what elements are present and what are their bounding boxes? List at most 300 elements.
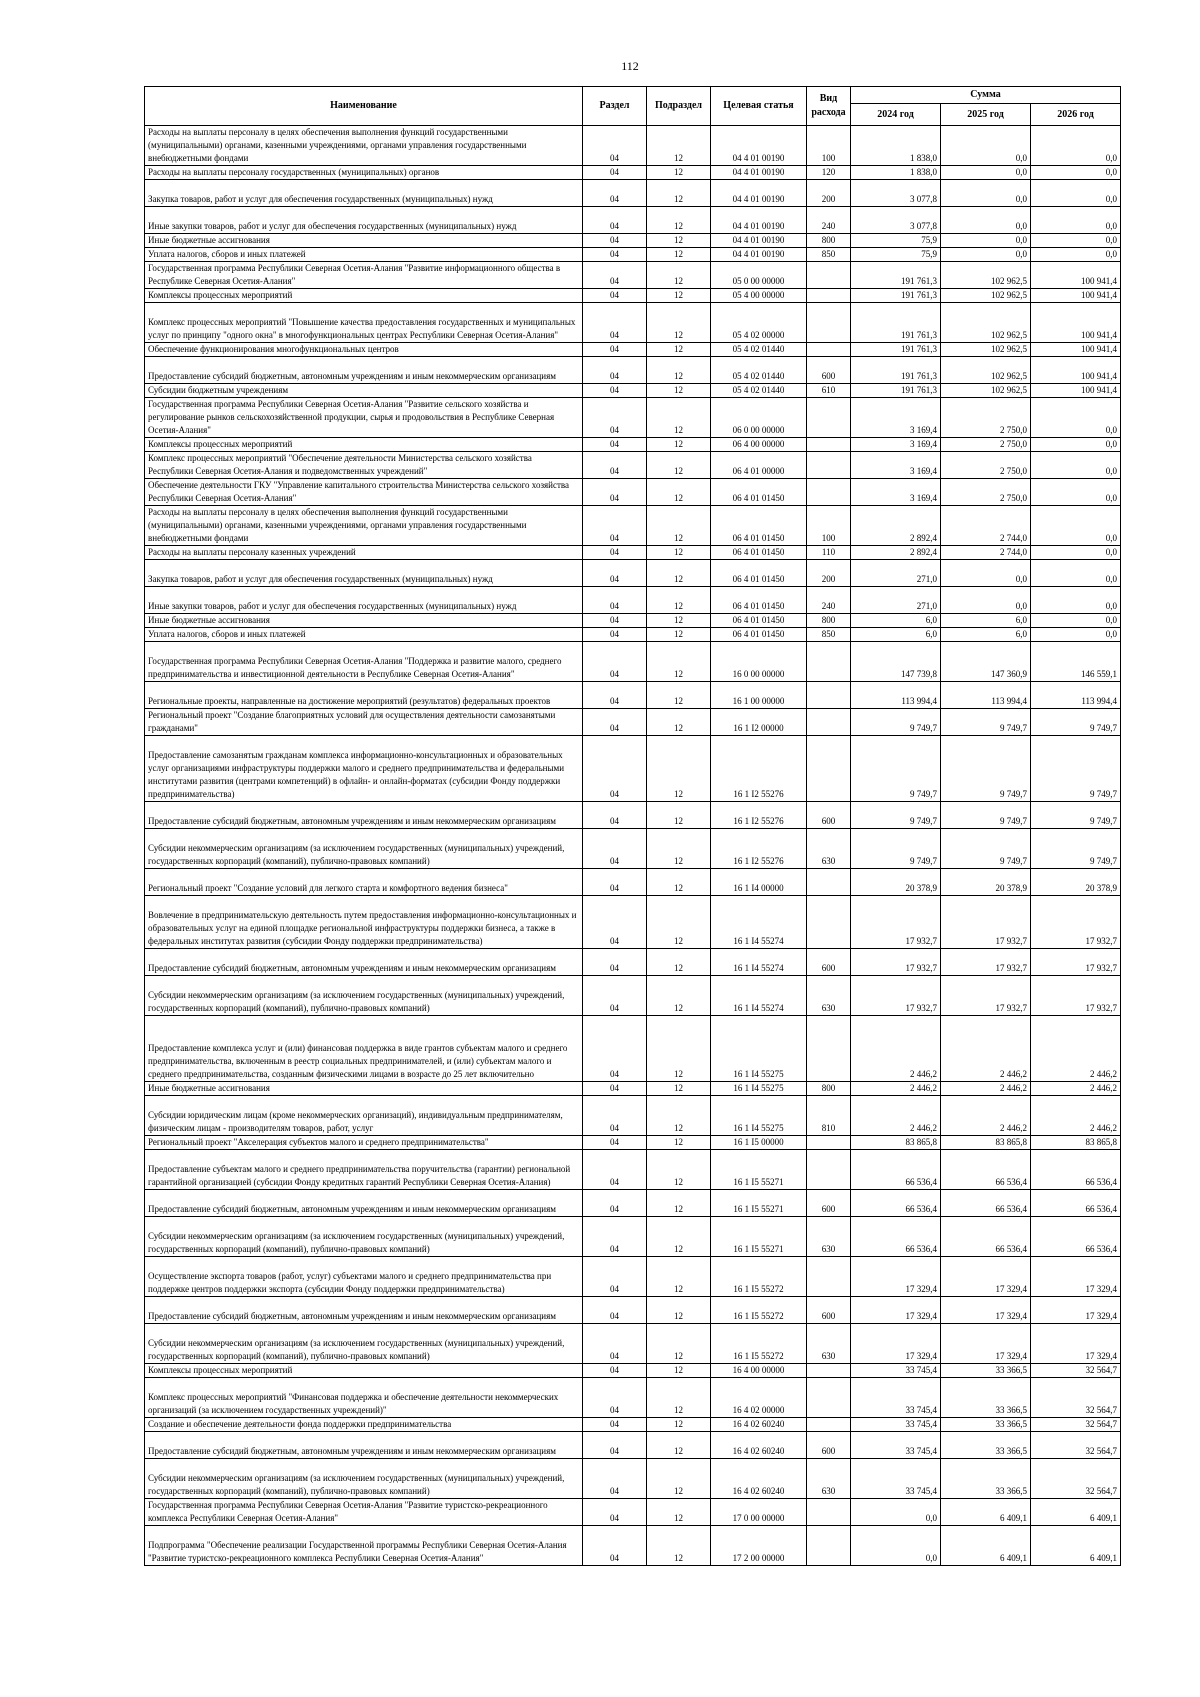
table-row — [145, 546, 1121, 560]
row-sum-2026: 9 749,7 — [1031, 829, 1121, 869]
row-target-item: 16 1 I5 55272 — [711, 1257, 807, 1297]
table-row — [145, 1150, 1121, 1190]
row-section: 04 — [583, 303, 647, 343]
row-subsection: 12 — [647, 949, 711, 976]
row-expense-type: 200 — [807, 180, 851, 207]
row-subsection: 12 — [647, 1190, 711, 1217]
row-sum-2025: 2 744,0 — [941, 506, 1031, 546]
row-section: 04 — [583, 1082, 647, 1096]
row-sum-2024: 2 892,4 — [851, 506, 941, 546]
row-sum-2025: 6,0 — [941, 614, 1031, 628]
row-sum-2024: 2 446,2 — [851, 1016, 941, 1082]
row-expense-type: 850 — [807, 248, 851, 262]
table-row — [145, 248, 1121, 262]
row-sum-2025: 17 329,4 — [941, 1257, 1031, 1297]
row-section: 04 — [583, 736, 647, 802]
row-section: 04 — [583, 1432, 647, 1459]
row-sum-2024: 191 761,3 — [851, 262, 941, 289]
row-target-item: 05 4 02 01440 — [711, 384, 807, 398]
table-row — [145, 1432, 1121, 1459]
row-target-item: 05 4 02 01440 — [711, 343, 807, 357]
row-subsection: 12 — [647, 1096, 711, 1136]
row-sum-2024: 191 761,3 — [851, 384, 941, 398]
row-name: Субсидии некоммерческим организациям (за исключением государственных (муниципальных) учреждений, государственных корпораций (компаний), публично-правовых компаний) — [145, 976, 583, 1016]
row-sum-2026: 2 446,2 — [1031, 1082, 1121, 1096]
row-sum-2025: 66 536,4 — [941, 1190, 1031, 1217]
header-2026: 2026 год — [1031, 104, 1121, 126]
row-sum-2026: 17 932,7 — [1031, 949, 1121, 976]
row-sum-2024: 33 745,4 — [851, 1459, 941, 1499]
row-target-item: 06 4 01 01450 — [711, 479, 807, 506]
row-subsection: 12 — [647, 642, 711, 682]
row-name: Уплата налогов, сборов и иных платежей — [145, 248, 583, 262]
row-expense-type — [807, 452, 851, 479]
row-sum-2024: 3 169,4 — [851, 479, 941, 506]
row-subsection: 12 — [647, 262, 711, 289]
row-expense-type — [807, 682, 851, 709]
row-name: Предоставление самозанятым гражданам комплекса информационно-консультационных и образовательных услуг организациями инфраструктуры поддержки малого и среднего предпринимательства и федеральными институтами развития (центрами компетенций) в офлайн- и онлайн-форматах (субсидии Фонду поддержки предпринимательства) — [145, 736, 583, 802]
row-target-item: 16 1 I2 55276 — [711, 802, 807, 829]
row-sum-2024: 17 932,7 — [851, 949, 941, 976]
row-expense-type — [807, 1257, 851, 1297]
table-row — [145, 384, 1121, 398]
row-subsection: 12 — [647, 1432, 711, 1459]
row-name: Иные бюджетные ассигнования — [145, 234, 583, 248]
row-expense-type: 850 — [807, 628, 851, 642]
row-sum-2025: 0,0 — [941, 207, 1031, 234]
row-expense-type — [807, 438, 851, 452]
row-target-item: 05 0 00 00000 — [711, 262, 807, 289]
row-subsection: 12 — [647, 896, 711, 949]
row-sum-2025: 66 536,4 — [941, 1217, 1031, 1257]
row-target-item: 05 4 02 01440 — [711, 357, 807, 384]
row-sum-2024: 6,0 — [851, 628, 941, 642]
row-expense-type: 200 — [807, 560, 851, 587]
row-subsection: 12 — [647, 506, 711, 546]
row-name: Субсидии бюджетным учреждениям — [145, 384, 583, 398]
table-row — [145, 802, 1121, 829]
row-name: Комплексы процессных мероприятий — [145, 1364, 583, 1378]
row-subsection: 12 — [647, 628, 711, 642]
table-row — [145, 1364, 1121, 1378]
row-name: Обеспечение деятельности ГКУ "Управление капитального строительства Министерства сельского хозяйства Республики Северная Осетия-Алания" — [145, 479, 583, 506]
row-sum-2025: 2 446,2 — [941, 1082, 1031, 1096]
row-sum-2025: 102 962,5 — [941, 262, 1031, 289]
row-subsection: 12 — [647, 802, 711, 829]
table-row — [145, 1324, 1121, 1364]
row-sum-2024: 9 749,7 — [851, 802, 941, 829]
table-row — [145, 1096, 1121, 1136]
row-subsection: 12 — [647, 207, 711, 234]
row-target-item: 16 1 I4 55274 — [711, 896, 807, 949]
row-name: Закупка товаров, работ и услуг для обеспечения государственных (муниципальных) нужд — [145, 180, 583, 207]
row-sum-2026: 0,0 — [1031, 614, 1121, 628]
row-section: 04 — [583, 126, 647, 166]
row-name: Субсидии юридическим лицам (кроме некоммерческих организаций), индивидуальным предпринимателям, физическим лицам - производителям товаров, работ, услуг — [145, 1096, 583, 1136]
row-target-item: 06 0 00 00000 — [711, 398, 807, 438]
row-sum-2025: 33 366,5 — [941, 1418, 1031, 1432]
row-sum-2025: 20 378,9 — [941, 869, 1031, 896]
row-subsection: 12 — [647, 384, 711, 398]
table-row — [145, 1136, 1121, 1150]
row-sum-2024: 3 077,8 — [851, 180, 941, 207]
row-subsection: 12 — [647, 1217, 711, 1257]
row-name: Предоставление субсидий бюджетным, автономным учреждениям и иным некоммерческим организациям — [145, 1297, 583, 1324]
row-section: 04 — [583, 1499, 647, 1526]
row-expense-type: 630 — [807, 976, 851, 1016]
row-subsection: 12 — [647, 709, 711, 736]
row-section: 04 — [583, 1378, 647, 1418]
row-sum-2026: 100 941,4 — [1031, 262, 1121, 289]
row-sum-2025: 6 409,1 — [941, 1499, 1031, 1526]
table-row — [145, 628, 1121, 642]
row-target-item: 06 4 01 01450 — [711, 506, 807, 546]
row-sum-2026: 100 941,4 — [1031, 357, 1121, 384]
row-subsection: 12 — [647, 479, 711, 506]
row-sum-2026: 0,0 — [1031, 234, 1121, 248]
row-sum-2024: 9 749,7 — [851, 709, 941, 736]
row-subsection: 12 — [647, 126, 711, 166]
row-target-item: 04 4 01 00190 — [711, 234, 807, 248]
row-target-item: 06 4 01 01450 — [711, 614, 807, 628]
row-name: Иные бюджетные ассигнования — [145, 614, 583, 628]
row-sum-2026: 0,0 — [1031, 587, 1121, 614]
row-sum-2025: 2 750,0 — [941, 479, 1031, 506]
row-section: 04 — [583, 207, 647, 234]
row-sum-2025: 17 329,4 — [941, 1324, 1031, 1364]
row-section: 04 — [583, 452, 647, 479]
row-sum-2026: 0,0 — [1031, 452, 1121, 479]
row-sum-2025: 0,0 — [941, 180, 1031, 207]
row-target-item: 06 4 01 01450 — [711, 560, 807, 587]
row-subsection: 12 — [647, 1136, 711, 1150]
row-sum-2025: 2 750,0 — [941, 398, 1031, 438]
row-expense-type: 800 — [807, 1082, 851, 1096]
row-sum-2026: 0,0 — [1031, 628, 1121, 642]
row-sum-2025: 6 409,1 — [941, 1526, 1031, 1566]
header-sum: Сумма — [851, 87, 1121, 104]
row-sum-2024: 1 838,0 — [851, 166, 941, 180]
row-target-item: 16 1 I4 00000 — [711, 869, 807, 896]
row-section: 04 — [583, 438, 647, 452]
row-name: Государственная программа Республики Северная Осетия-Алания "Развитие сельского хозяйства и регулирование рынков сельскохозяйственной продукции, сырья и продовольствия в Республике Северная Осетия-Алания" — [145, 398, 583, 438]
row-name: Региональные проекты, направленные на достижение мероприятий (результатов) федеральных проектов — [145, 682, 583, 709]
row-section: 04 — [583, 829, 647, 869]
row-sum-2026: 100 941,4 — [1031, 343, 1121, 357]
row-sum-2026: 0,0 — [1031, 560, 1121, 587]
row-sum-2024: 2 892,4 — [851, 546, 941, 560]
row-section: 04 — [583, 642, 647, 682]
row-sum-2025: 2 744,0 — [941, 546, 1031, 560]
row-sum-2026: 2 446,2 — [1031, 1016, 1121, 1082]
row-target-item: 04 4 01 00190 — [711, 180, 807, 207]
row-expense-type: 800 — [807, 234, 851, 248]
row-subsection: 12 — [647, 587, 711, 614]
row-target-item: 16 4 02 60240 — [711, 1418, 807, 1432]
row-sum-2024: 75,9 — [851, 234, 941, 248]
table-row — [145, 1016, 1121, 1082]
row-sum-2025: 0,0 — [941, 587, 1031, 614]
row-section: 04 — [583, 1096, 647, 1136]
row-target-item: 16 1 I5 55272 — [711, 1324, 807, 1364]
row-sum-2025: 2 446,2 — [941, 1016, 1031, 1082]
row-name: Уплата налогов, сборов и иных платежей — [145, 628, 583, 642]
row-expense-type — [807, 1364, 851, 1378]
row-expense-type — [807, 303, 851, 343]
row-sum-2025: 2 750,0 — [941, 452, 1031, 479]
row-sum-2026: 6 409,1 — [1031, 1499, 1121, 1526]
row-sum-2026: 0,0 — [1031, 180, 1121, 207]
row-name: Закупка товаров, работ и услуг для обеспечения государственных (муниципальных) нужд — [145, 560, 583, 587]
row-subsection: 12 — [647, 1297, 711, 1324]
row-target-item: 16 1 I5 00000 — [711, 1136, 807, 1150]
row-subsection: 12 — [647, 736, 711, 802]
row-section: 04 — [583, 357, 647, 384]
row-name: Комплекс процессных мероприятий "Повышение качества предоставления государственных и муниципальных услуг по принципу "одного окна" в многофункциональных центрах Республики Северная Осетия-Алания" — [145, 303, 583, 343]
row-expense-type: 120 — [807, 166, 851, 180]
row-sum-2024: 17 329,4 — [851, 1324, 941, 1364]
row-target-item: 16 4 02 60240 — [711, 1459, 807, 1499]
row-sum-2026: 100 941,4 — [1031, 289, 1121, 303]
row-expense-type: 810 — [807, 1096, 851, 1136]
row-section: 04 — [583, 1526, 647, 1566]
row-sum-2024: 2 446,2 — [851, 1082, 941, 1096]
row-target-item: 16 1 00 00000 — [711, 682, 807, 709]
row-sum-2024: 33 745,4 — [851, 1432, 941, 1459]
row-target-item: 17 0 00 00000 — [711, 1499, 807, 1526]
row-sum-2025: 102 962,5 — [941, 343, 1031, 357]
row-expense-type — [807, 736, 851, 802]
row-sum-2025: 0,0 — [941, 126, 1031, 166]
row-name: Предоставление субсидий бюджетным, автономным учреждениям и иным некоммерческим организациям — [145, 1190, 583, 1217]
row-section: 04 — [583, 1150, 647, 1190]
table-row — [145, 452, 1121, 479]
page-number: 112 — [621, 59, 639, 73]
row-target-item: 16 1 I5 55271 — [711, 1150, 807, 1190]
row-sum-2024: 3 077,8 — [851, 207, 941, 234]
row-expense-type — [807, 1526, 851, 1566]
row-section: 04 — [583, 180, 647, 207]
row-section: 04 — [583, 343, 647, 357]
row-section: 04 — [583, 1418, 647, 1432]
row-section: 04 — [583, 248, 647, 262]
row-expense-type — [807, 1418, 851, 1432]
table-row — [145, 234, 1121, 248]
row-section: 04 — [583, 1459, 647, 1499]
row-section: 04 — [583, 289, 647, 303]
row-subsection: 12 — [647, 1526, 711, 1566]
table-row — [145, 262, 1121, 289]
row-sum-2025: 6,0 — [941, 628, 1031, 642]
table-row — [145, 1190, 1121, 1217]
row-section: 04 — [583, 560, 647, 587]
row-expense-type — [807, 479, 851, 506]
row-expense-type: 600 — [807, 949, 851, 976]
row-target-item: 16 1 I5 55272 — [711, 1297, 807, 1324]
row-sum-2026: 32 564,7 — [1031, 1418, 1121, 1432]
row-sum-2024: 33 745,4 — [851, 1418, 941, 1432]
table-row — [145, 587, 1121, 614]
row-section: 04 — [583, 709, 647, 736]
row-sum-2026: 2 446,2 — [1031, 1096, 1121, 1136]
table-body — [145, 126, 1121, 1566]
row-subsection: 12 — [647, 1016, 711, 1082]
row-expense-type: 600 — [807, 802, 851, 829]
row-expense-type: 630 — [807, 1459, 851, 1499]
row-section: 04 — [583, 234, 647, 248]
row-sum-2024: 33 745,4 — [851, 1364, 941, 1378]
row-target-item: 16 0 00 00000 — [711, 642, 807, 682]
row-sum-2025: 9 749,7 — [941, 709, 1031, 736]
row-subsection: 12 — [647, 614, 711, 628]
row-sum-2024: 9 749,7 — [851, 829, 941, 869]
row-sum-2025: 102 962,5 — [941, 384, 1031, 398]
row-expense-type — [807, 709, 851, 736]
row-subsection: 12 — [647, 1459, 711, 1499]
row-subsection: 12 — [647, 976, 711, 1016]
row-section: 04 — [583, 1136, 647, 1150]
table-row — [145, 180, 1121, 207]
row-subsection: 12 — [647, 1499, 711, 1526]
row-sum-2025: 102 962,5 — [941, 357, 1031, 384]
row-sum-2025: 17 932,7 — [941, 949, 1031, 976]
row-sum-2025: 9 749,7 — [941, 802, 1031, 829]
table-row — [145, 1217, 1121, 1257]
row-sum-2026: 17 932,7 — [1031, 896, 1121, 949]
row-sum-2026: 6 409,1 — [1031, 1526, 1121, 1566]
row-expense-type: 600 — [807, 1190, 851, 1217]
row-section: 04 — [583, 398, 647, 438]
row-expense-type — [807, 642, 851, 682]
row-name: Осуществление экспорта товаров (работ, услуг) субъектами малого и среднего предпринимательства при поддержке центров поддержки экспорта (субсидии Фонду поддержки предпринимательства) — [145, 1257, 583, 1297]
row-sum-2024: 75,9 — [851, 248, 941, 262]
row-expense-type: 600 — [807, 1297, 851, 1324]
table-row — [145, 303, 1121, 343]
row-name: Обеспечение функционирования многофункциональных центров — [145, 343, 583, 357]
row-name: Государственная программа Республики Северная Осетия-Алания "Развитие туристско-рекреационного комплекса Республики Северная Осетия-Алания" — [145, 1499, 583, 1526]
table-row — [145, 506, 1121, 546]
row-subsection: 12 — [647, 343, 711, 357]
row-name: Предоставление субъектам малого и среднего предпринимательства поручительства (гарантии) региональной гарантийной организацией (субсидии Фонду кредитных гарантий Республики Северная Осетия-Алания) — [145, 1150, 583, 1190]
row-name: Расходы на выплаты персоналу государственных (муниципальных) органов — [145, 166, 583, 180]
row-sum-2026: 66 536,4 — [1031, 1217, 1121, 1257]
table-row — [145, 479, 1121, 506]
row-subsection: 12 — [647, 1150, 711, 1190]
row-target-item: 16 4 00 00000 — [711, 1364, 807, 1378]
row-sum-2024: 9 749,7 — [851, 736, 941, 802]
row-subsection: 12 — [647, 234, 711, 248]
row-sum-2025: 33 366,5 — [941, 1432, 1031, 1459]
row-sum-2026: 0,0 — [1031, 207, 1121, 234]
row-target-item: 16 1 I2 55276 — [711, 736, 807, 802]
table-row — [145, 1257, 1121, 1297]
row-section: 04 — [583, 1257, 647, 1297]
row-sum-2025: 9 749,7 — [941, 736, 1031, 802]
row-sum-2024: 17 932,7 — [851, 976, 941, 1016]
row-sum-2024: 20 378,9 — [851, 869, 941, 896]
row-sum-2026: 32 564,7 — [1031, 1378, 1121, 1418]
table-row — [145, 560, 1121, 587]
row-target-item: 16 1 I4 55274 — [711, 949, 807, 976]
row-expense-type — [807, 869, 851, 896]
row-name: Государственная программа Республики Северная Осетия-Алания "Поддержка и развитие малого, среднего предпринимательства и инвестиционной деятельности в Республике Северная Осетия-Алания" — [145, 642, 583, 682]
row-expense-type: 630 — [807, 829, 851, 869]
row-target-item: 04 4 01 00190 — [711, 166, 807, 180]
row-sum-2026: 0,0 — [1031, 506, 1121, 546]
row-target-item: 16 1 I4 55275 — [711, 1096, 807, 1136]
row-sum-2025: 0,0 — [941, 166, 1031, 180]
row-section: 04 — [583, 1324, 647, 1364]
row-sum-2024: 17 329,4 — [851, 1257, 941, 1297]
row-target-item: 06 4 01 01450 — [711, 587, 807, 614]
row-subsection: 12 — [647, 1324, 711, 1364]
table-row — [145, 829, 1121, 869]
row-target-item: 06 4 00 00000 — [711, 438, 807, 452]
row-target-item: 16 1 I5 55271 — [711, 1190, 807, 1217]
row-subsection: 12 — [647, 357, 711, 384]
row-sum-2025: 17 932,7 — [941, 976, 1031, 1016]
row-section: 04 — [583, 682, 647, 709]
row-sum-2026: 17 932,7 — [1031, 976, 1121, 1016]
table-row — [145, 126, 1121, 166]
header-name: Наименование — [145, 87, 583, 126]
row-name: Предоставление субсидий бюджетным, автономным учреждениям и иным некоммерческим организациям — [145, 357, 583, 384]
row-expense-type: 600 — [807, 1432, 851, 1459]
row-sum-2026: 32 564,7 — [1031, 1364, 1121, 1378]
row-sum-2024: 113 994,4 — [851, 682, 941, 709]
row-sum-2026: 9 749,7 — [1031, 736, 1121, 802]
row-subsection: 12 — [647, 180, 711, 207]
table-row — [145, 289, 1121, 303]
row-section: 04 — [583, 1217, 647, 1257]
table-row — [145, 1297, 1121, 1324]
header-2025: 2025 год — [941, 104, 1031, 126]
row-name: Субсидии некоммерческим организациям (за исключением государственных (муниципальных) учреждений, государственных корпораций (компаний), публично-правовых компаний) — [145, 829, 583, 869]
row-sum-2026: 66 536,4 — [1031, 1190, 1121, 1217]
row-section: 04 — [583, 896, 647, 949]
row-expense-type: 100 — [807, 126, 851, 166]
row-expense-type: 800 — [807, 614, 851, 628]
row-expense-type: 100 — [807, 506, 851, 546]
table-row — [145, 1459, 1121, 1499]
row-sum-2026: 0,0 — [1031, 248, 1121, 262]
row-expense-type — [807, 1016, 851, 1082]
row-name: Региональный проект "Создание благоприятных условий для осуществления деятельности самозанятыми гражданами" — [145, 709, 583, 736]
row-subsection: 12 — [647, 166, 711, 180]
row-sum-2024: 271,0 — [851, 560, 941, 587]
row-section: 04 — [583, 479, 647, 506]
row-subsection: 12 — [647, 682, 711, 709]
table-row — [145, 976, 1121, 1016]
row-subsection: 12 — [647, 398, 711, 438]
row-sum-2026: 17 329,4 — [1031, 1324, 1121, 1364]
row-sum-2024: 191 761,3 — [851, 289, 941, 303]
row-sum-2024: 66 536,4 — [851, 1150, 941, 1190]
row-subsection: 12 — [647, 1418, 711, 1432]
row-section: 04 — [583, 1190, 647, 1217]
row-sum-2024: 147 739,8 — [851, 642, 941, 682]
row-target-item: 16 1 I4 55274 — [711, 976, 807, 1016]
row-name: Государственная программа Республики Северная Осетия-Алания "Развитие информационного общества в Республике Северная Осетия-Алания" — [145, 262, 583, 289]
row-sum-2026: 9 749,7 — [1031, 709, 1121, 736]
row-sum-2024: 6,0 — [851, 614, 941, 628]
row-section: 04 — [583, 1364, 647, 1378]
row-expense-type — [807, 1136, 851, 1150]
row-name: Комплекс процессных мероприятий "Финансовая поддержка и обеспечение деятельности некоммерческих организаций (за исключением государственных учреждений)" — [145, 1378, 583, 1418]
row-name: Региональный проект "Акселерация субъектов малого и среднего предпринимательства" — [145, 1136, 583, 1150]
row-sum-2024: 2 446,2 — [851, 1096, 941, 1136]
row-sum-2024: 3 169,4 — [851, 438, 941, 452]
